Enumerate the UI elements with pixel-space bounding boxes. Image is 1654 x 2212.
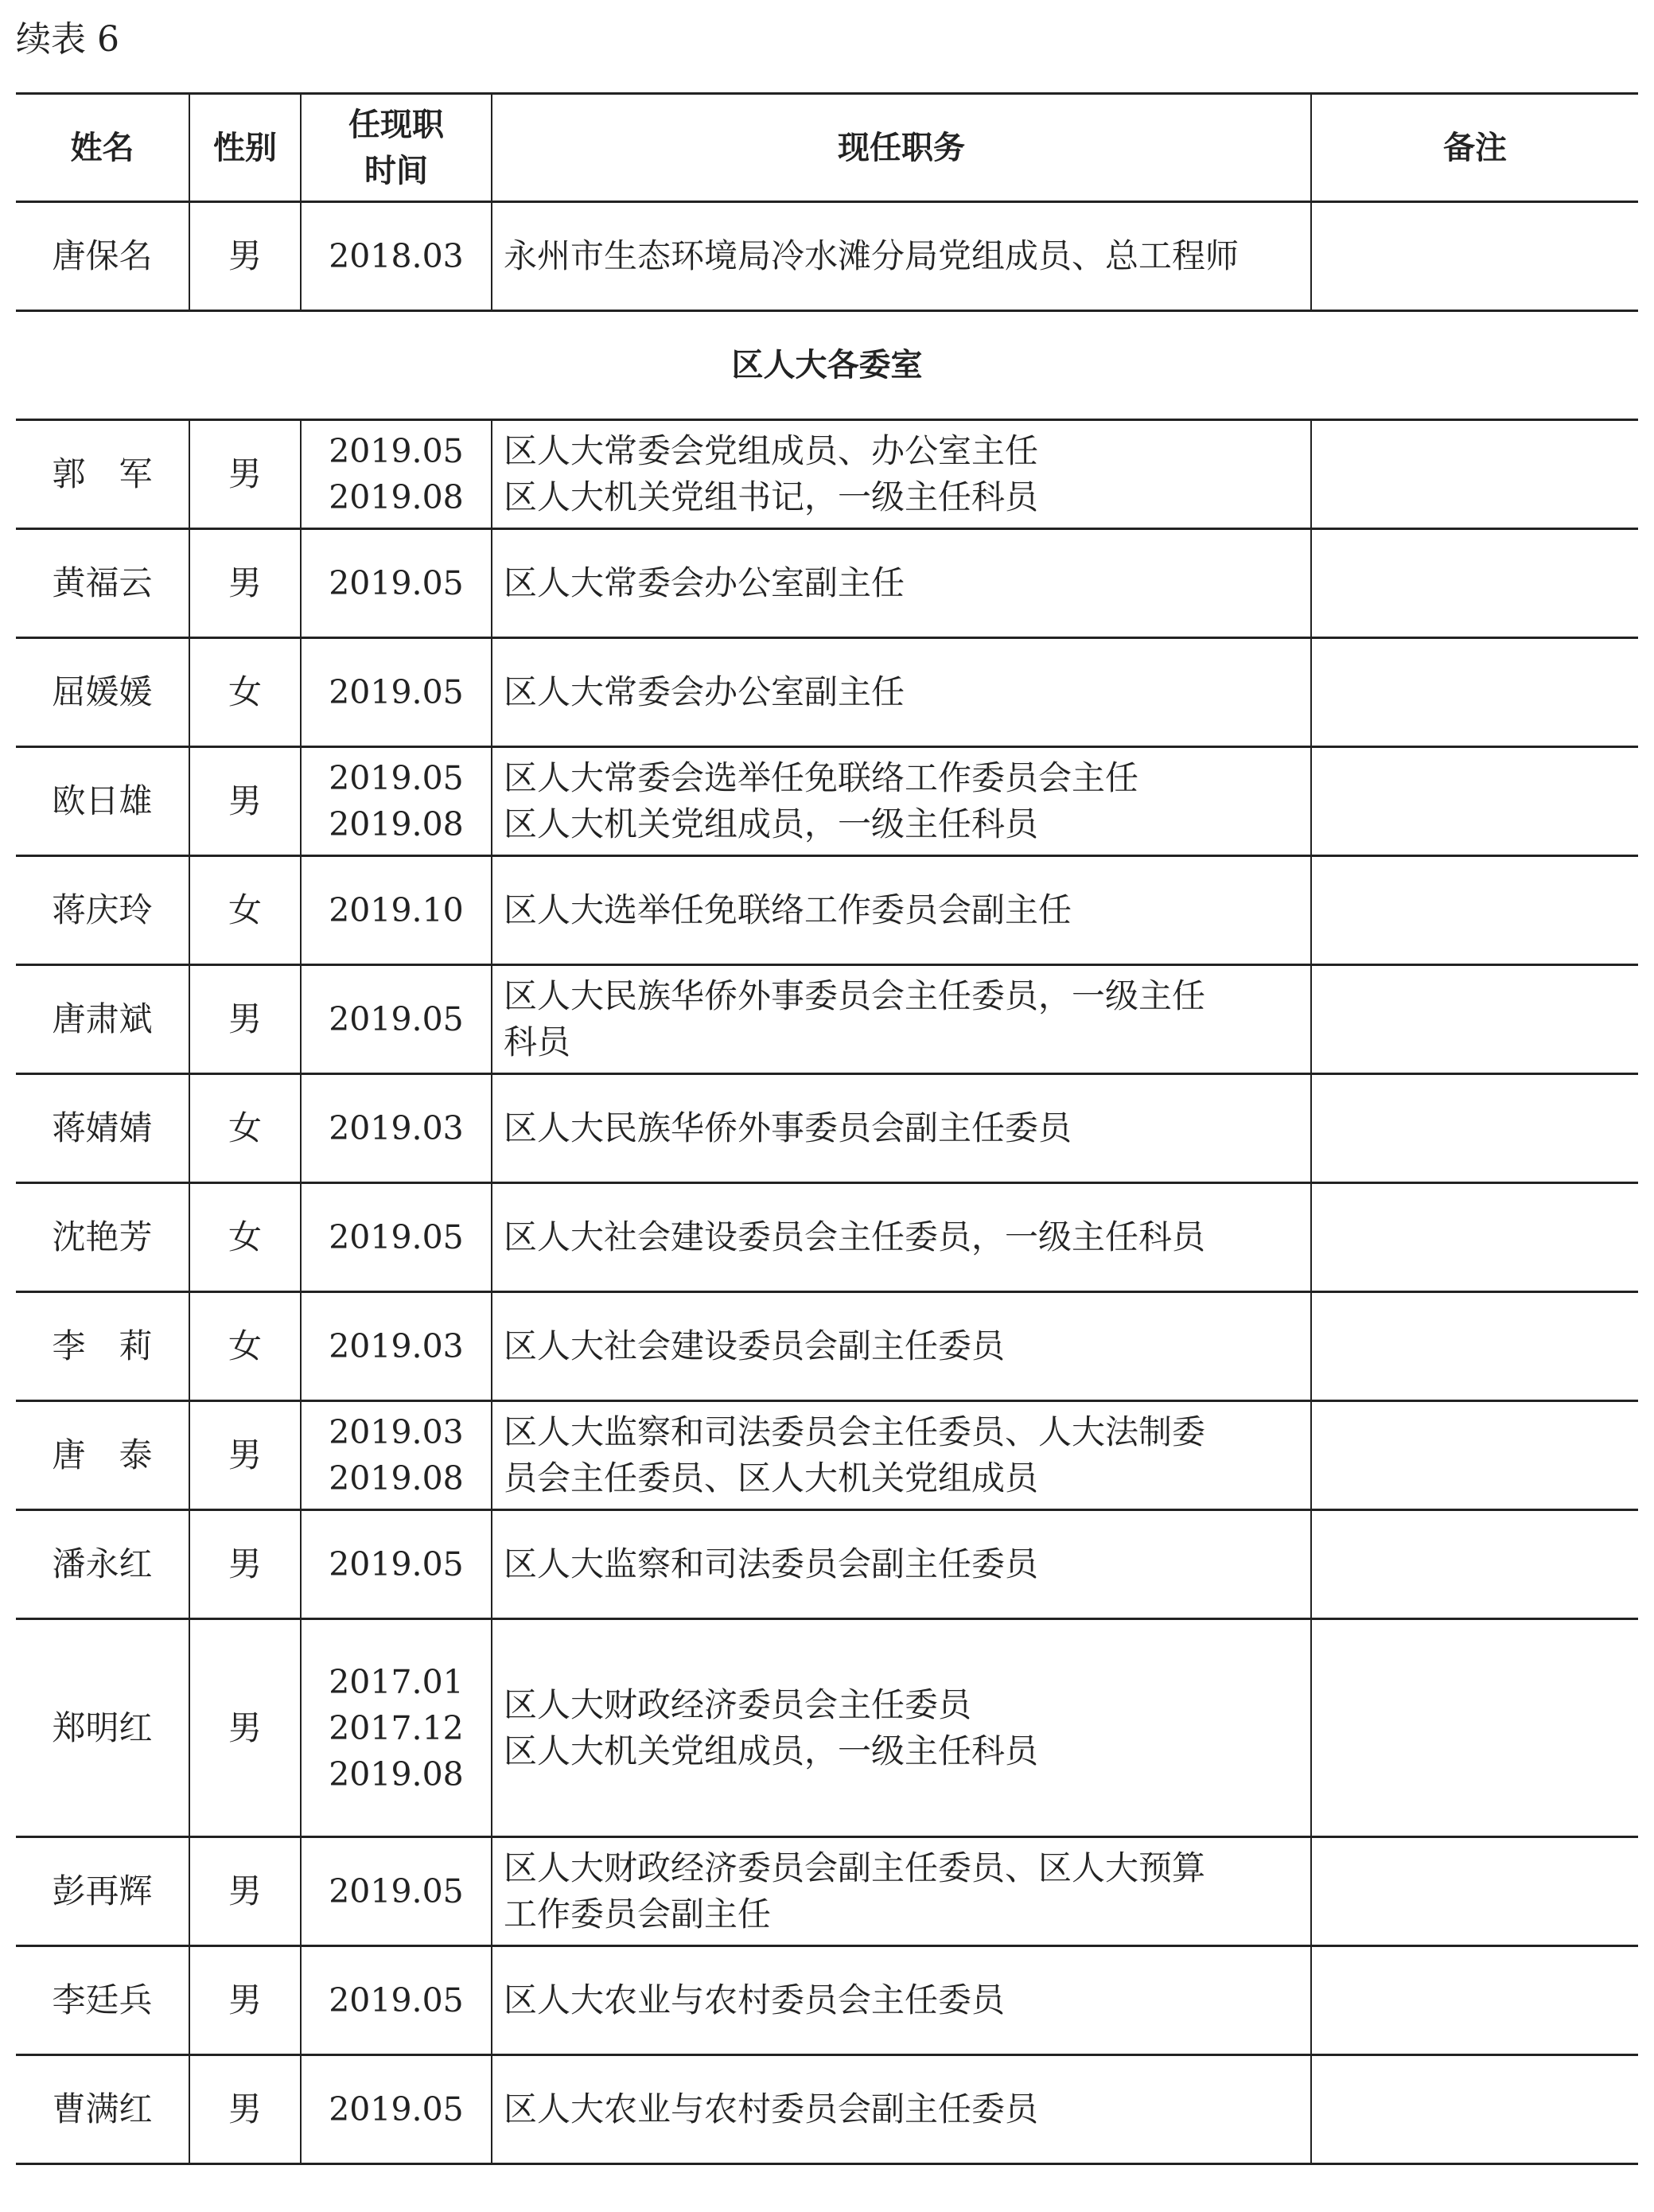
cell-time [301, 1946, 492, 2055]
time-value: 2019.03 [329, 1413, 464, 1451]
time-value: 2019.08 [329, 805, 464, 843]
duty-line: 区人大社会建设委员会副主任委员 [504, 1326, 1006, 1365]
person-name: 郑明红 [52, 1708, 153, 1747]
cell-note [1311, 529, 1638, 638]
cell-gender: 男 [189, 1510, 301, 1619]
cell-time [301, 1401, 492, 1510]
time-value: 2019.10 [329, 891, 464, 929]
cell-name: 唐保名 [16, 202, 189, 311]
time-value: 2017.12 [329, 1708, 464, 1747]
cell-note [1311, 1292, 1638, 1401]
duty-line: 区人大常委会办公室副主任 [504, 563, 905, 602]
cell-name [16, 856, 189, 965]
table-row [16, 965, 1638, 1074]
time-value: 2019.05 [329, 1218, 464, 1256]
cell-time [301, 965, 492, 1074]
person-name: 屈媛媛 [52, 672, 153, 711]
cell-name [16, 747, 189, 856]
cell-duty [492, 1183, 1311, 1292]
time-value: 2018.03 [329, 237, 464, 275]
duty-line: 区人大常委会党组成员、办公室主任 [504, 431, 1039, 470]
table-row [16, 2055, 1638, 2164]
duty-line: 区人大常委会选举任免联络工作委员会主任 [504, 758, 1139, 797]
header-time-line1: 任现职 [348, 106, 444, 143]
cell-name [16, 1946, 189, 2055]
header-time-line2: 时间 [364, 152, 428, 189]
person-name: 黄福云 [52, 563, 153, 602]
table-header-row [16, 94, 1638, 202]
time-value: 2019.08 [329, 1754, 464, 1793]
person-name: 郭 军 [52, 454, 153, 493]
duty-line: 永州市生态环境局冷水滩分局党组成员、总工程师 [504, 236, 1240, 275]
table-row [16, 638, 1638, 747]
cell-duty [492, 1074, 1311, 1183]
cell-duty [492, 1292, 1311, 1401]
cell-name [16, 1837, 189, 1946]
table-row [16, 1183, 1638, 1292]
cell-gender: 女 [189, 856, 301, 965]
table-row [16, 747, 1638, 856]
time-value: 2019.08 [329, 478, 464, 516]
cell-name [16, 965, 189, 1074]
cell-time [301, 1619, 492, 1837]
cell-duty [492, 1401, 1311, 1510]
cell-note [1311, 1510, 1638, 1619]
time-value: 2019.05 [329, 1981, 464, 2019]
time-value: 2019.05 [329, 1545, 464, 1583]
header-name: 姓名 [16, 94, 189, 202]
duty-line: 区人大农业与农村委员会副主任委员 [504, 2089, 1039, 2128]
duty-line: 区人大民族华侨外事委员会主任委员，一级主任 [504, 976, 1206, 1015]
table-row [16, 1946, 1638, 2055]
duty-line: 区人大常委会办公室副主任 [504, 672, 905, 711]
cell-note [1311, 1837, 1638, 1946]
time-value: 2019.05 [329, 1872, 464, 1910]
cell-duty [492, 2055, 1311, 2164]
duty-line: 区人大机关党组成员，一级主任科员 [504, 804, 1039, 843]
duty-line: 区人大农业与农村委员会主任委员 [504, 1980, 1006, 2019]
time-value: 2019.05 [329, 432, 464, 470]
cell-duty [492, 1837, 1311, 1946]
cell-time [301, 1183, 492, 1292]
cell-name [16, 2055, 189, 2164]
cell-duty [492, 529, 1311, 638]
duty-line: 工作委员会副主任 [504, 1895, 772, 1934]
duty-line: 科员 [504, 1022, 571, 1061]
cell-gender: 男 [189, 529, 301, 638]
cell-gender: 男 [189, 1946, 301, 2055]
cell-time [301, 1292, 492, 1401]
cell-gender: 女 [189, 1292, 301, 1401]
cell-note [1311, 1401, 1638, 1510]
time-value: 2019.05 [329, 1000, 464, 1038]
duty-line: 区人大民族华侨外事委员会副主任委员 [504, 1108, 1072, 1147]
person-name: 曹满红 [52, 2089, 153, 2128]
cell-note [1311, 747, 1638, 856]
cell-name [16, 1183, 189, 1292]
cell-duty [492, 638, 1311, 747]
cell-note [1311, 1074, 1638, 1183]
cell-name [16, 1074, 189, 1183]
cell-duty [492, 420, 1311, 529]
cell-name [16, 1619, 189, 1837]
cell-time [301, 638, 492, 747]
table-row [16, 420, 1638, 529]
cell-note [1311, 965, 1638, 1074]
table-row [16, 1510, 1638, 1619]
section-title: 区人大各委室 [16, 311, 1638, 420]
cell-note [1311, 202, 1638, 311]
cell-name [16, 638, 189, 747]
duty-line: 区人大财政经济委员会副主任委员、区人大预算 [504, 1848, 1206, 1887]
cell-note [1311, 638, 1638, 747]
cell-note [1311, 1946, 1638, 2055]
time-value: 2019.05 [329, 759, 464, 797]
table-row [16, 1619, 1638, 1837]
cell-gender: 男 [189, 747, 301, 856]
table-row [16, 202, 1638, 311]
cell-duty [492, 856, 1311, 965]
cell-gender: 男 [189, 202, 301, 311]
cell-note [1311, 1619, 1638, 1837]
duty-line: 区人大机关党组书记，一级主任科员 [504, 477, 1039, 516]
personnel-table [16, 92, 1638, 2165]
cell-note [1311, 2055, 1638, 2164]
person-name: 潘永红 [52, 1544, 153, 1583]
cell-duty [492, 965, 1311, 1074]
duty-line: 区人大财政经济委员会主任委员 [504, 1684, 972, 1724]
person-name: 李 莉 [52, 1326, 153, 1365]
header-duty: 现任职务 [492, 94, 1311, 202]
section-header-row [16, 311, 1638, 420]
duty-line: 区人大监察和司法委员会主任委员、人大法制委 [504, 1412, 1206, 1451]
time-value: 2019.05 [329, 564, 464, 602]
cell-note [1311, 856, 1638, 965]
cell-time [301, 1510, 492, 1619]
cell-time [301, 202, 492, 311]
person-name: 欧日雄 [52, 781, 153, 820]
table-row [16, 1292, 1638, 1401]
cell-gender: 男 [189, 965, 301, 1074]
table-row [16, 1837, 1638, 1946]
cell-time [301, 529, 492, 638]
cell-gender: 男 [189, 1401, 301, 1510]
cell-duty [492, 1946, 1311, 2055]
header-gender: 性别 [189, 94, 301, 202]
time-value: 2019.03 [329, 1109, 464, 1147]
duty-line: 员会主任委员、区人大机关党组成员 [504, 1458, 1039, 1497]
header-note: 备注 [1311, 94, 1638, 202]
person-name: 唐肃斌 [52, 999, 153, 1038]
cell-duty [492, 747, 1311, 856]
duty-line: 区人大选举任免联络工作委员会副主任 [504, 890, 1072, 929]
table-row [16, 856, 1638, 965]
person-name: 沈艳芳 [52, 1217, 153, 1256]
cell-name [16, 529, 189, 638]
time-value: 2017.01 [329, 1662, 464, 1701]
cell-gender: 女 [189, 1183, 301, 1292]
cell-gender: 男 [189, 2055, 301, 2164]
time-value: 2019.05 [329, 2090, 464, 2128]
cell-name [16, 420, 189, 529]
time-value: 2019.08 [329, 1459, 464, 1497]
cell-time [301, 1074, 492, 1183]
cell-name [16, 1292, 189, 1401]
cell-gender: 女 [189, 1074, 301, 1183]
cell-gender: 男 [189, 1619, 301, 1837]
cell-name [16, 1510, 189, 1619]
cell-duty [492, 1510, 1311, 1619]
table-row [16, 1401, 1638, 1510]
cell-time [301, 747, 492, 856]
cell-time [301, 856, 492, 965]
table-row [16, 529, 1638, 638]
cell-time [301, 2055, 492, 2164]
header-time [301, 94, 492, 202]
person-name: 蒋婧婧 [52, 1108, 153, 1147]
cell-note [1311, 1183, 1638, 1292]
time-value: 2019.05 [329, 673, 464, 711]
cell-gender: 男 [189, 1837, 301, 1946]
time-value: 2019.03 [329, 1327, 464, 1365]
table-row [16, 1074, 1638, 1183]
cell-gender: 男 [189, 420, 301, 529]
cell-duty [492, 202, 1311, 311]
person-name: 彭再辉 [52, 1871, 153, 1910]
cell-duty [492, 1619, 1311, 1837]
duty-line: 区人大监察和司法委员会副主任委员 [504, 1544, 1039, 1583]
cell-name [16, 1401, 189, 1510]
cell-time [301, 1837, 492, 1946]
table-caption: 续表 6 [16, 19, 119, 60]
person-name: 唐 泰 [52, 1435, 153, 1474]
duty-line: 区人大机关党组成员，一级主任科员 [504, 1731, 1039, 1770]
person-name: 李廷兵 [52, 1980, 153, 2019]
cell-note [1311, 420, 1638, 529]
person-name: 蒋庆玲 [52, 890, 153, 929]
cell-time [301, 420, 492, 529]
cell-gender: 女 [189, 638, 301, 747]
duty-line: 区人大社会建设委员会主任委员，一级主任科员 [504, 1217, 1206, 1256]
